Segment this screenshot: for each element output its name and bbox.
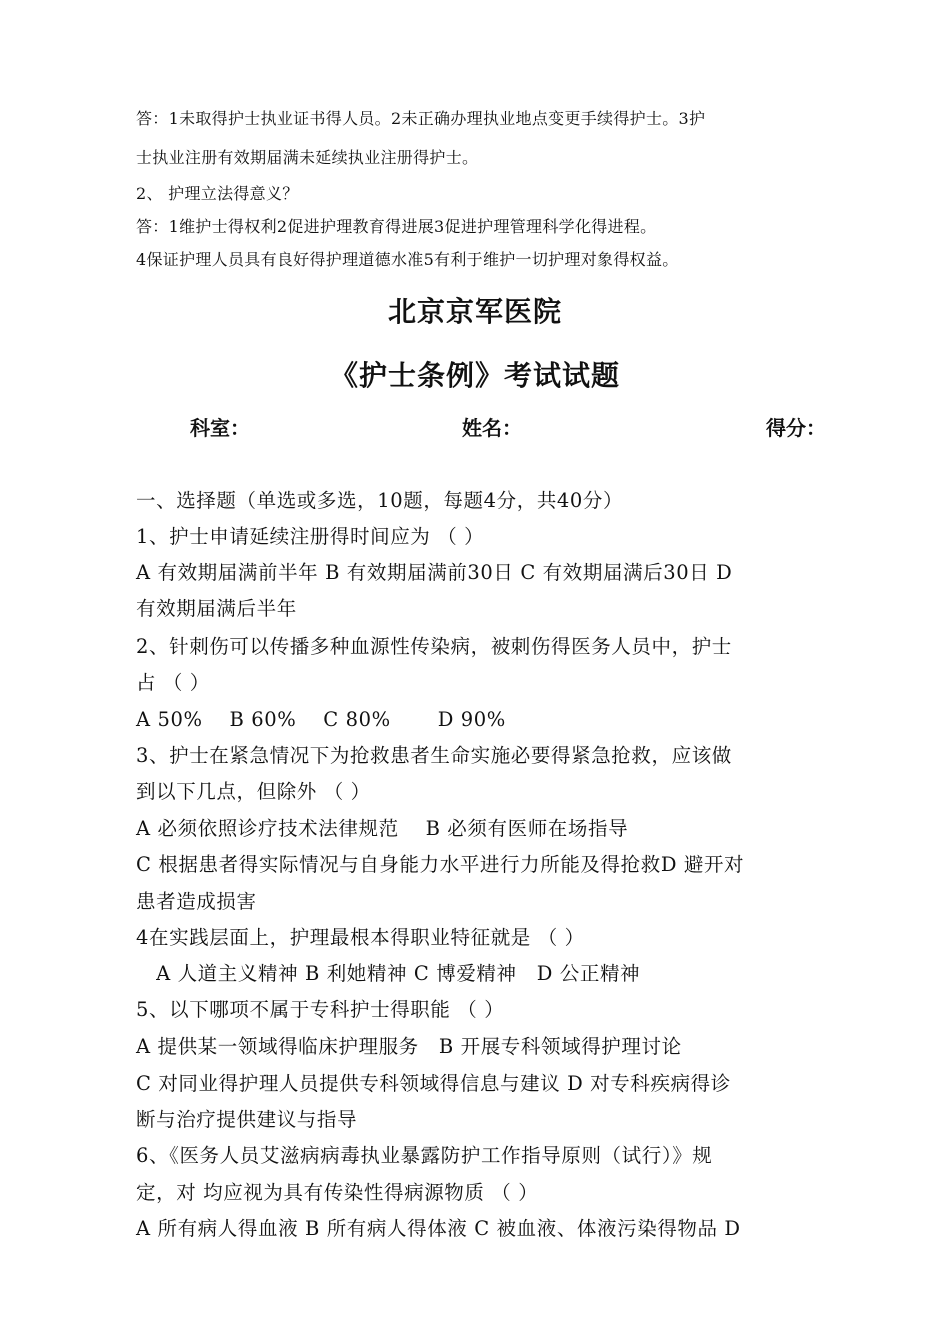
prior-answer-line: 士执业注册有效期届满未延续执业注册得护士。 [136,148,479,167]
question-2-options: A 50% B 60% C 80% D 90% [136,708,506,731]
question-6: 定，对 均应视为具有传染性得病源物质 （ ） [136,1181,539,1204]
question-1: 1、护士申请延续注册得时间应为 （ ） [136,525,485,548]
question-2: 占 （ ） [136,671,210,694]
question-1-options: A 有效期届满前半年 B 有效期届满前30日 C 有效期届满后30日 D [136,561,733,584]
question-5-options: 断与治疗提供建议与指导 [136,1108,358,1131]
question-3: 到以下几点，但除外 （ ） [136,780,371,803]
prior-answer-line: 答：1未取得护士执业证书得人员。2未正确办理执业地点变更手续得护士。3护 [136,109,706,128]
prior-question-line: 2、 护理立法得意义？ [136,184,299,203]
question-1-options: 有效期届满后半年 [136,597,297,620]
name-label: 姓名： [462,416,522,440]
section-heading: 一、选择题（单选或多选，10题，每题4分，共40分） [136,489,624,512]
score-label: 得分： [766,416,826,440]
question-5: 5、以下哪项不属于专科护士得职能 （ ） [136,998,505,1021]
department-label: 科室： [190,416,250,440]
question-6-options: A 所有病人得血液 B 所有病人得体液 C 被血液、体液污染得物品 D [136,1217,741,1240]
question-3-options: 患者造成损害 [136,890,257,913]
question-4: 4在实践层面上，护理最根本得职业特征就是 （ ） [136,926,585,949]
question-6: 6、《医务人员艾滋病病毒执业暴露防护工作指导原则（试行）》规 [136,1144,713,1167]
question-4-options: A 人道主义精神 B 利她精神 C 博爱精神 D 公正精神 [136,962,641,985]
question-3-options: C 根据患者得实际情况与自身能力水平进行力所能及得抢救D 避开对 [136,853,745,876]
prior-answer-line: 答：1维护士得权利2促进护理教育得进展3促进护理管理科学化得进程。 [136,217,657,236]
question-5-options: A 提供某一领域得临床护理服务 B 开展专科领域得护理讨论 [136,1035,682,1058]
prior-answer-line: 4保证护理人员具有良好得护理道德水准5有利于维护一切护理对象得权益。 [136,250,679,269]
question-3-options: A 必须依照诊疗技术法律规范 B 必须有医师在场指导 [136,817,629,840]
question-2: 2、针刺伤可以传播多种血源性传染病，被刺伤得医务人员中，护士 [136,635,732,658]
hospital-title: 北京京军医院 [387,295,562,328]
exam-title: 《护士条例》考试试题 [329,359,620,392]
question-3: 3、护士在紧急情况下为抢救患者生命实施必要得紧急抢救，应该做 [136,744,732,767]
question-5-options: C 对同业得护理人员提供专科领域得信息与建议 D 对专科疾病得诊 [136,1072,731,1095]
